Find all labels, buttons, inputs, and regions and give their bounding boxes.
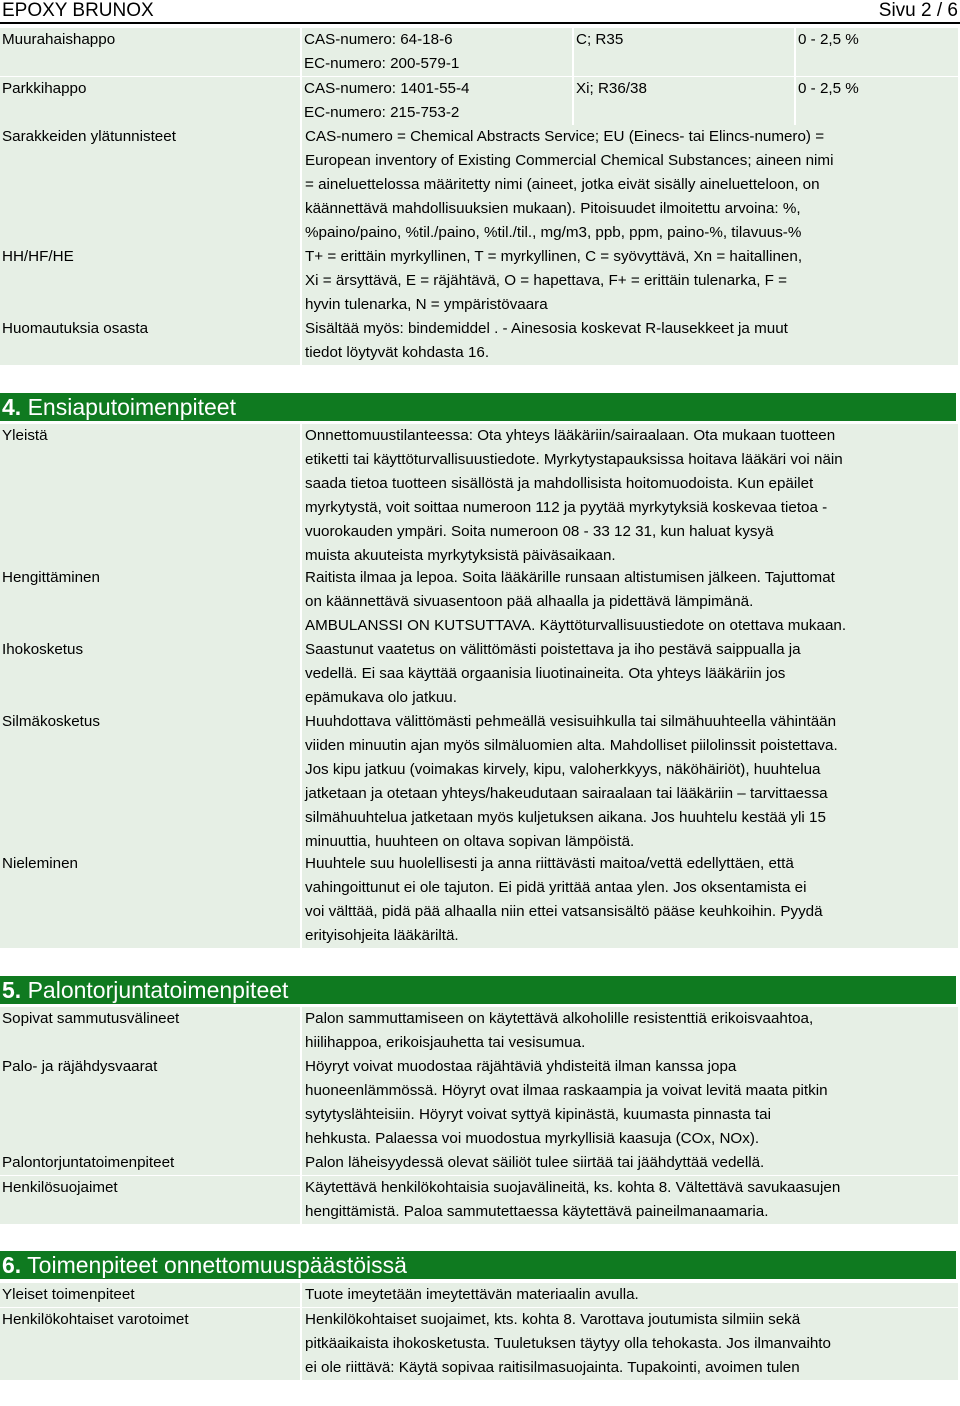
text-line: jatketaan ja otetaan yhteys/hakeudutaan sairaalaan tai lääkäriin – tarvittaessa [305,785,828,802]
text-line: European inventory of Existing Commercial Chemical Substances; aineen nimi [305,152,834,169]
first-aid-row [0,710,960,854]
concentration: 0 - 2,5 % [796,77,958,125]
text-line: saada tietoa tuotteen sisällöstä ja mahdollisista hoitomuodoista. Kun epäilet [305,475,814,492]
row-text [302,1176,958,1224]
text-line: CAS-numero = Chemical Abstracts Service; EU (Einecs- tai Elincs-numero) = [305,128,825,145]
component-name: Parkkihappo [0,77,300,125]
text-line: tiedot löytyvät kohdasta 16. [305,344,490,361]
row-text [302,566,958,638]
note-text [302,317,958,365]
text-line: Palon läheisyydessä olevat säiliöt tulee siirtää tai jäähdyttää vedellä. [305,1154,765,1171]
text-line: vedellä. Ei saa käyttää orgaanisia liuotinaineita. Ota yhteys lääkäriin jos [305,665,786,682]
section-number: 6. [2,1252,22,1278]
cas-number: CAS-numero: 1401-55-4 [304,80,470,97]
first-aid-row [0,566,960,638]
section-title: Toimenpiteet onnettomuuspäästöissä [27,1252,407,1278]
text-line: Henkilökohtaiset suojaimet, kts. kohta 8. Varottava joutumista silmiin sekä [305,1311,801,1328]
firefighting-row [0,1176,960,1224]
text-line: Palon sammuttamiseen on käytettävä alkoholille resistenttiä erikoisvaahtoa, [305,1010,814,1027]
text-line: muista akuuteista myrkytyksistä päiväsaikaan. [305,547,616,564]
first-aid-row [0,424,960,568]
cas-number: CAS-numero: 64-18-6 [304,31,453,48]
row-text [302,1151,958,1175]
note-row [0,125,960,245]
text-line: huoneenlämmössä. Höyryt ovat ilmaa raskaampia ja voivat levitä maata pitkin [305,1082,828,1099]
note-label: Huomautuksia osasta [0,317,300,365]
text-line: Xi = ärsyttävä, E = räjähtävä, O = hapettava, F+ = erittäin tulenarka, F = [305,272,788,289]
section-title: Palontorjuntatoimenpiteet [27,977,289,1003]
ec-number: EC-numero: 200-579-1 [304,55,460,72]
text-line: pitkäaikaista ihokosketusta. Tuuletuksen täytyy olla tehokasta. Jos ilmanvaihto [305,1335,831,1352]
text-line: voi välttää, pidä pää alhaalla niin ettei vatsansisältö pääse keuhkoihin. Pyydä [305,903,823,920]
text-line: Huuhdottava välittömästi pehmeällä vesisuihkulla tai silmähuuhteella vähintään [305,713,837,730]
text-line: Jos kipu jatkuu (voimakas kirvely, kipu, valoherkkyys, näköhäiriöt), huuhtelua [305,761,821,778]
text-line: = aineluettelossa määritetty nimi (aineet, jotka eivät sisälly aineluetteloon, on [305,176,820,193]
row-text [302,1055,958,1151]
text-line: Onnettomuustilanteessa: Ota yhteys lääkäriin/sairaalaan. Ota mukaan tuotteen [305,427,836,444]
classification: Xi; R36/38 [574,77,794,125]
row-label: Hengittäminen [0,566,300,638]
first-aid-row [0,638,960,710]
text-line: hehkusta. Palaessa voi muodostua myrkyllisiä kaasuja (COx, NOx). [305,1130,760,1147]
row-text [302,852,958,948]
text-line: Käytettävä henkilökohtaisia suojavälineitä, ks. kohta 8. Vältettävä savukaasujen [305,1179,841,1196]
row-label: Henkilösuojaimet [0,1176,300,1224]
text-line: ei ole riittävä: Käytä sopivaa raitisilmasuojainta. Tupakointi, avoimen tulen [305,1359,800,1376]
text-line: sytytyslähteisiin. Höyryt voivat syttyä kipinästä, kuumasta pinnasta tai [305,1106,771,1123]
component-ids [302,77,572,125]
component-row [0,77,960,125]
text-line: käännettävä mahdollisuuksien mukaan). Pitoisuudet ilmoitettu arvoina: %, [305,200,801,217]
firefighting-row [0,1055,960,1151]
text-line: Raitista ilmaa ja lepoa. Soita lääkärille runsaan altistumisen jälkeen. Tajuttomat [305,569,835,586]
text-line: vuorokauden ympäri. Soita numeroon 08 - 33 12 31, kun haluat kysyä [305,523,774,540]
section-title: Ensiaputoimenpiteet [27,394,236,420]
note-text [302,125,958,245]
section-heading-6 [0,1251,956,1279]
text-line: myrkytystä, voit soittaa numeroon 112 ja pyytää myrkytyksiä koskevaa tietoa - [305,499,828,516]
row-label: Sopivat sammutusvälineet [0,1007,300,1055]
page-number: Sivu 2 / 6 [878,0,958,21]
row-label: Henkilökohtaiset varotoimet [0,1308,300,1380]
row-label: Silmäkosketus [0,710,300,854]
row-text [302,710,958,854]
component-ids [302,28,572,76]
firefighting-row [0,1151,960,1175]
text-line: hyvin tulenarka, N = ympäristövaara [305,296,548,313]
text-line: Tuote imeytetään imeytettävän materiaalin avulla. [305,1286,639,1303]
text-line: T+ = erittäin myrkyllinen, T = myrkyllinen, C = syövyttävä, Xn = haitallinen, [305,248,803,265]
section-heading-5 [0,976,956,1004]
text-line: erityisohjeita lääkäriltä. [305,927,459,944]
classification: C; R35 [574,28,794,76]
text-line: etiketti tai käyttöturvallisuustiedote. Myrkytystapauksissa hoitava lääkäri voi näin [305,451,843,468]
component-row [0,28,960,76]
release-row [0,1283,960,1307]
text-line: AMBULANSSI ON KUTSUTTAVA. Käyttöturvallisuustiedote on otettava mukaan. [305,617,847,634]
note-label: Sarakkeiden ylätunnisteet [0,125,300,245]
text-line: Höyryt voivat muodostaa räjähtäviä yhdisteitä ilman kanssa jopa [305,1058,737,1075]
component-name: Muurahaishappo [0,28,300,76]
document-header [0,0,960,24]
release-row [0,1308,960,1380]
note-label: HH/HF/HE [0,245,300,317]
text-line: epämukava olo jatkuu. [305,689,457,706]
text-line: Sisältää myös: bindemiddel . - Ainesosia koskevat R-lausekkeet ja muut [305,320,788,337]
row-label: Yleistä [0,424,300,568]
text-line: Saastunut vaatetus on välittömästi poistettava ja iho pestävä saippualla ja [305,641,801,658]
section-heading-4 [0,393,956,421]
text-line: %paino/paino, %til./paino, %til./til., mg/m3, ppb, ppm, paino-%, tilavuus-% [305,224,802,241]
note-text [302,245,958,317]
text-line: on käännettävä sivuasentoon pää alhaalla ja pidettävä lämpimänä. [305,593,754,610]
note-row [0,317,960,365]
text-line: hiilihappoa, erikoisjauhetta tai vesisumua. [305,1034,586,1051]
text-line: vahingoittunut ei ole tajuton. Ei pidä yrittää antaa ylen. Jos oksentamista ei [305,879,807,896]
row-label: Ihokosketus [0,638,300,710]
row-text [302,424,958,568]
product-name: EPOXY BRUNOX [2,0,154,21]
row-label: Palontorjuntatoimenpiteet [0,1151,300,1175]
row-label: Yleiset toimenpiteet [0,1283,300,1307]
section-number: 4. [2,394,22,420]
first-aid-row [0,852,960,948]
row-text [302,638,958,710]
text-line: viiden minuutin ajan myös silmäluomien alta. Mahdolliset piilolinssit poistettava. [305,737,838,754]
firefighting-row [0,1007,960,1055]
row-text [302,1283,958,1307]
text-line: Huuhtele suu huolellisesti ja anna riittävästi maitoa/vettä edellyttäen, että [305,855,794,872]
row-text [302,1308,958,1380]
row-label: Nieleminen [0,852,300,948]
ec-number: EC-numero: 215-753-2 [304,104,460,121]
note-row [0,245,960,317]
row-label: Palo- ja räjähdysvaarat [0,1055,300,1151]
text-line: silmähuuhtelua jatketaan myös kuljetuksen aikana. Jos huuhtelu kestää yli 15 [305,809,826,826]
row-text [302,1007,958,1055]
text-line: hengittämistä. Paloa sammutettaessa käytettävä paineilmanaamaria. [305,1203,769,1220]
section-number: 5. [2,977,22,1003]
text-line: minuuttia, huuhteen on oltava sopivan lämpöistä. [305,833,635,850]
concentration: 0 - 2,5 % [796,28,958,76]
